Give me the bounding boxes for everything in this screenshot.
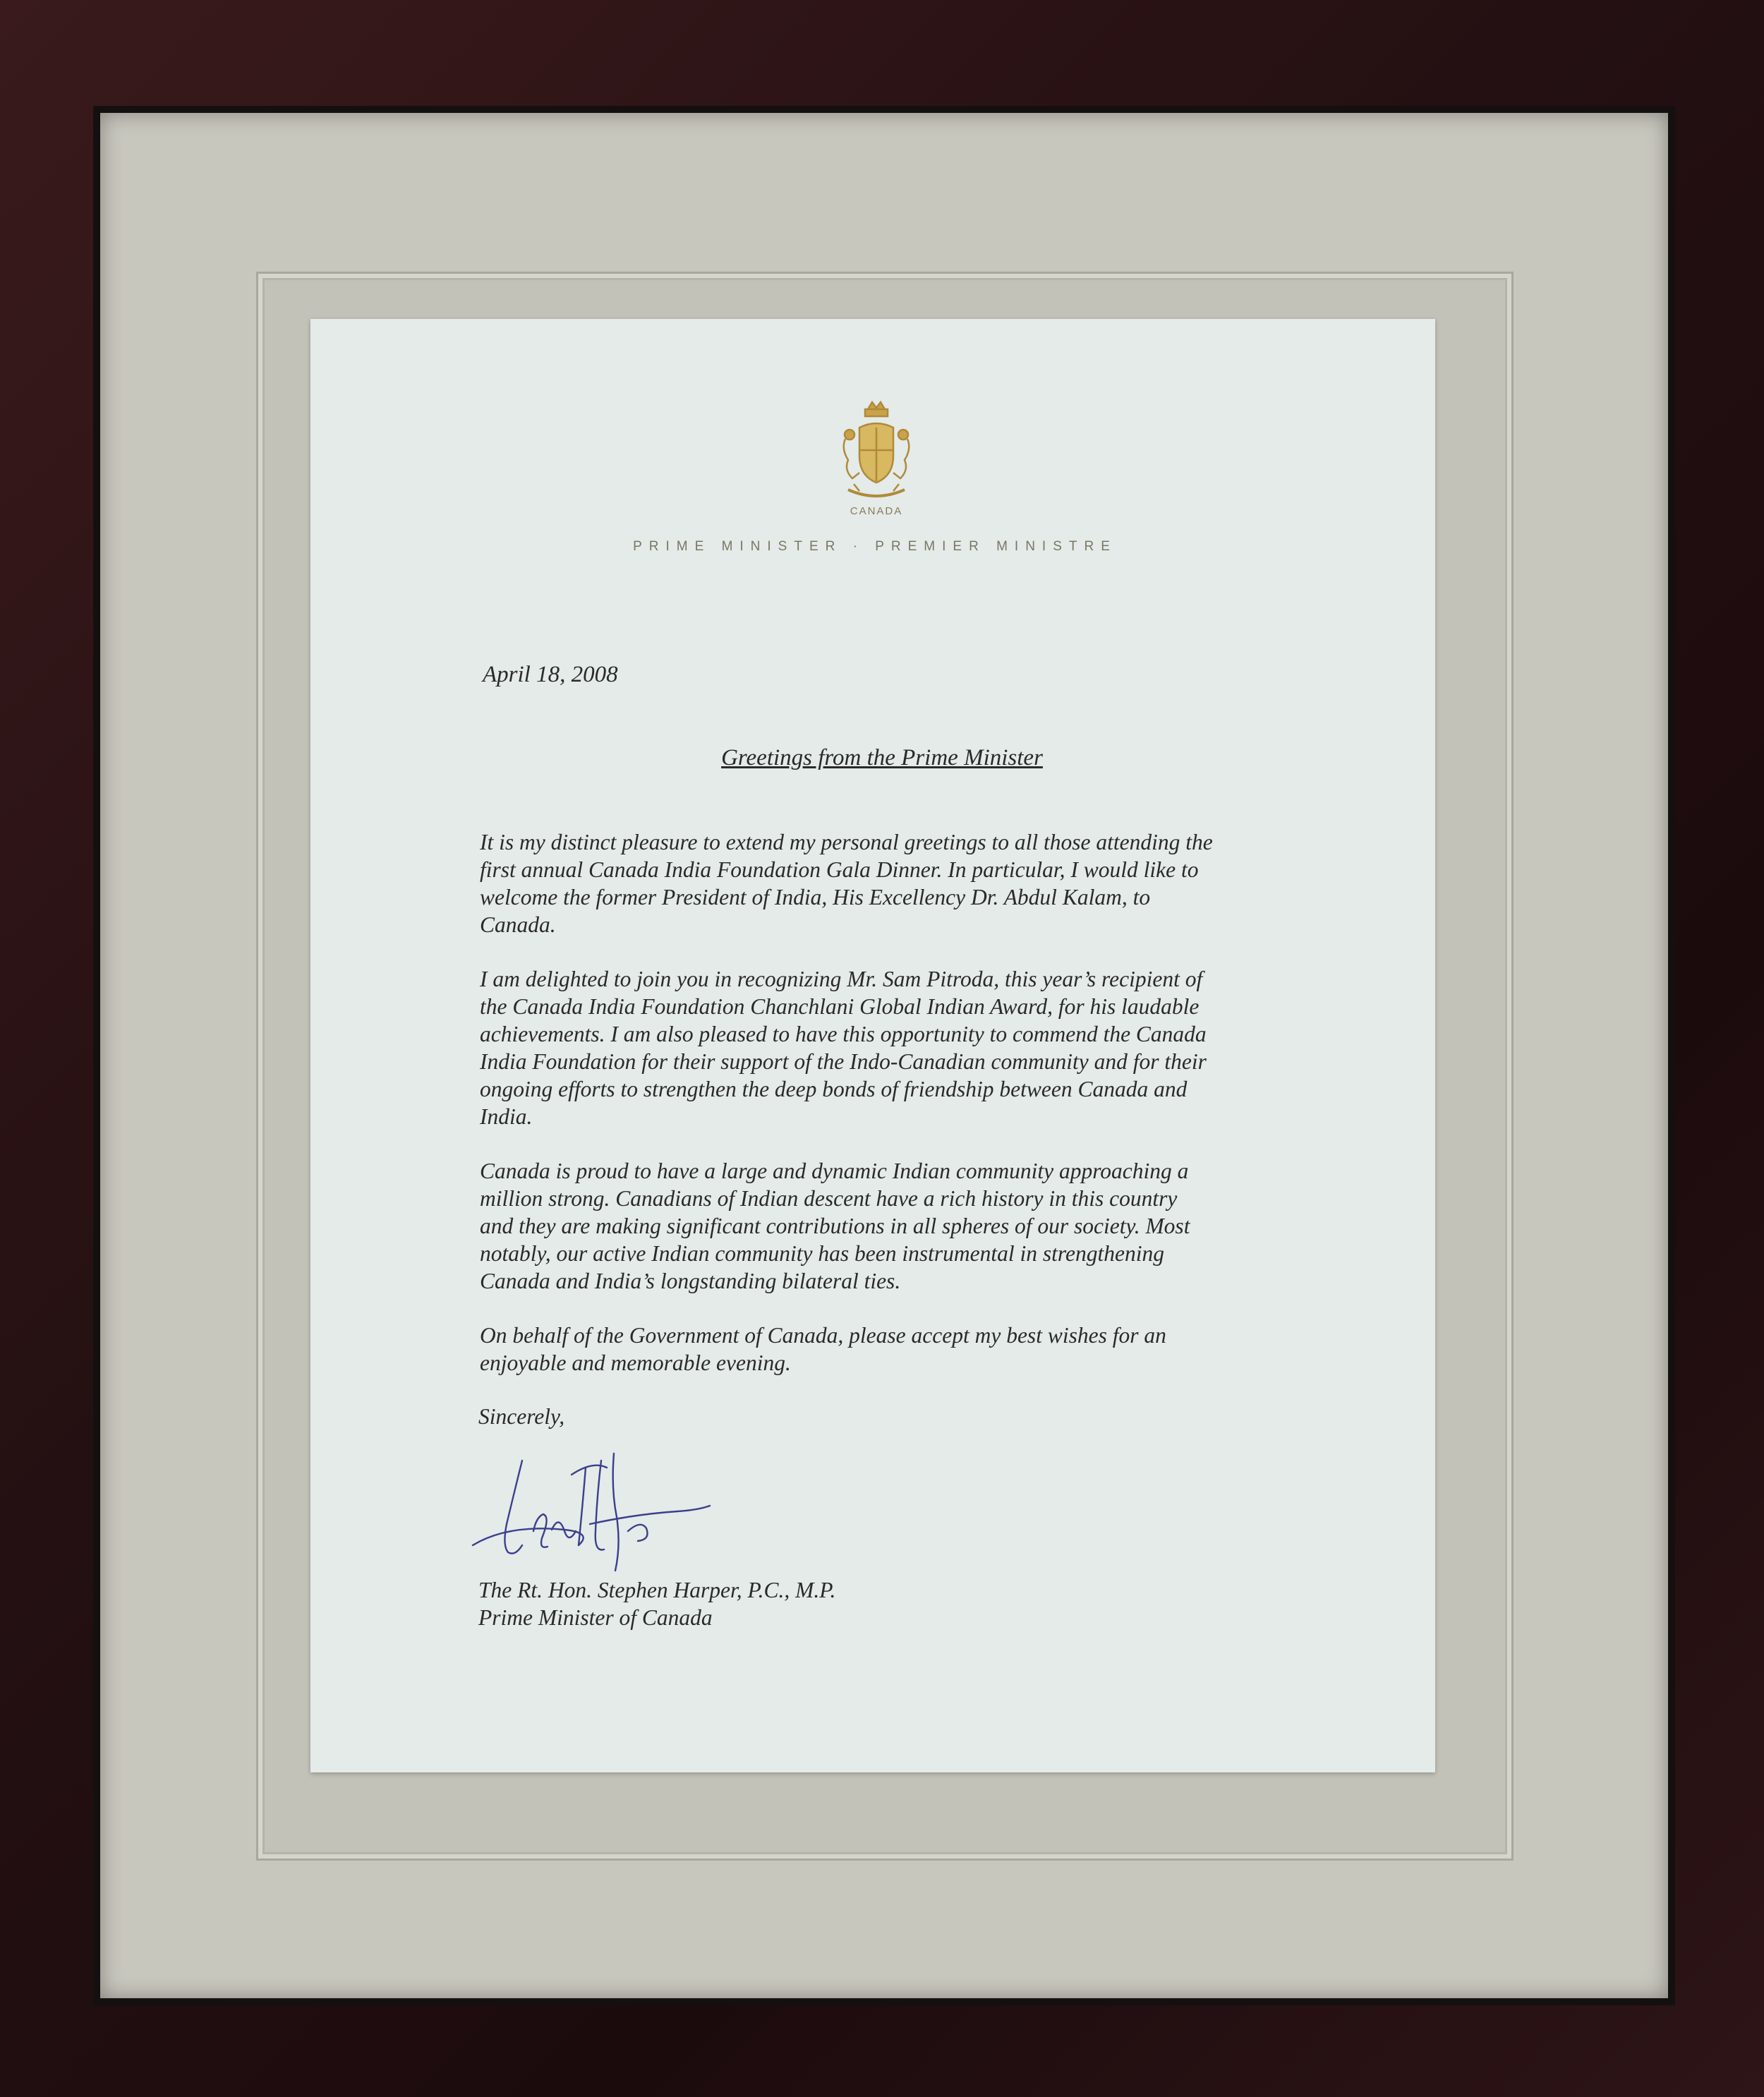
- line: enjoyable and memorable evening.: [480, 1350, 791, 1375]
- line: first annual Canada India Foundation Gala Dinner. In particular, I would like to: [480, 857, 1199, 882]
- line: It is my distinct pleasure to extend my personal greetings to all those attending the: [480, 830, 1213, 854]
- line: I am delighted to join you in recognizing Mr. Sam Pitroda, this year’s recipient of: [480, 967, 1203, 991]
- line: India.: [480, 1104, 533, 1129]
- line: the Canada India Foundation Chanchlani Global Indian Award, for his laudable: [480, 994, 1200, 1019]
- line: Canada is proud to have a large and dynamic Indian community approaching a: [480, 1159, 1189, 1183]
- signer-block: [478, 1576, 835, 1631]
- paragraph-3: [480, 1157, 1312, 1295]
- line: million strong. Canadians of Indian descent have a rich history in this country: [480, 1186, 1178, 1211]
- line: ongoing efforts to strengthen the deep bonds of friendship between Canada and: [480, 1077, 1188, 1101]
- line: and they are making significant contributions in all spheres of our society. Most: [480, 1214, 1190, 1238]
- line: notably, our active Indian community has been instrumental in strengthening: [480, 1241, 1164, 1266]
- signer-name: The Rt. Hon. Stephen Harper, P.C., M.P.: [478, 1578, 836, 1602]
- line: welcome the former President of India, His Excellency Dr. Abdul Kalam, to: [480, 885, 1151, 909]
- letter-date: April 18, 2008: [483, 662, 618, 687]
- line: India Foundation for their support of the Indo-Canadian community and for their: [480, 1049, 1207, 1074]
- signer-title: Prime Minister of Canada: [478, 1605, 713, 1630]
- letterhead-country: CANADA: [850, 505, 903, 517]
- letter-body: [480, 828, 1312, 1403]
- paragraph-2: [480, 965, 1312, 1130]
- letter-heading-text: Greetings from the Prime Minister: [721, 745, 1043, 770]
- letter-closing: Sincerely,: [478, 1404, 565, 1429]
- handwritten-signature: [466, 1446, 734, 1581]
- line: Canada and India’s longstanding bilateral ties.: [480, 1269, 901, 1293]
- paragraph-4: [480, 1322, 1312, 1377]
- line: achievements. I am also pleased to have this opportunity to commend the Canada: [480, 1022, 1207, 1046]
- letter-heading: [593, 745, 1171, 771]
- paragraph-1: [480, 828, 1312, 938]
- line: On behalf of the Government of Canada, please accept my best wishes for an: [480, 1323, 1166, 1348]
- letterhead-office: PRIME MINISTER · PREMIER MINISTRE: [633, 539, 1117, 554]
- coat-of-arms-icon: [838, 399, 914, 505]
- line: Canada.: [480, 912, 556, 937]
